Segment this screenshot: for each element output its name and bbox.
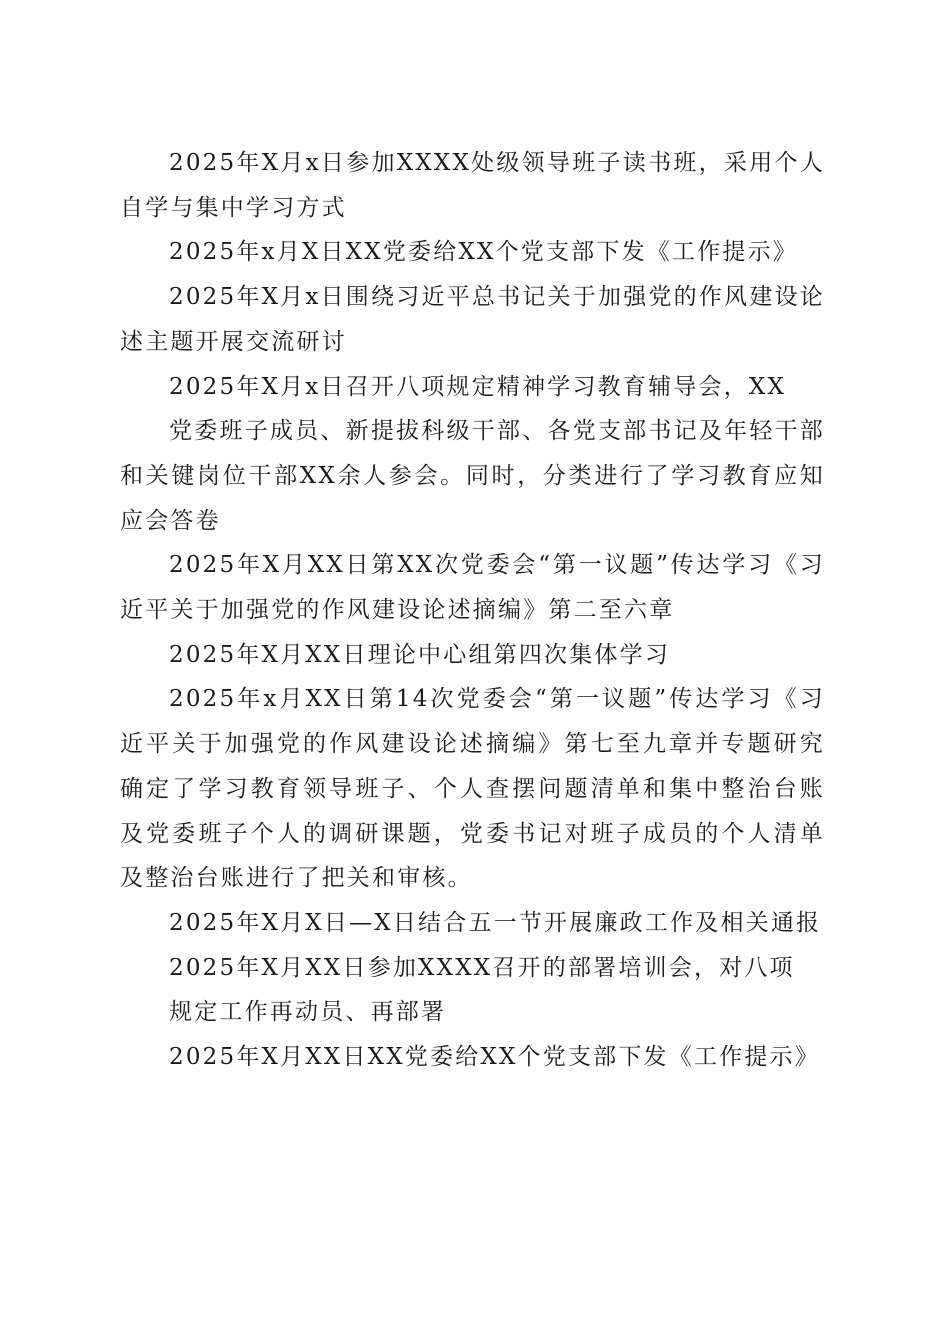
paragraph-4-line-2: 党委班子成员、新提拔科级干部、各党支部书记及年轻干部和关键岗位干部XX余人参会。同时，分类进行了学习教育应知应会答卷 xyxy=(120,418,825,534)
paragraph-7: 2025年x月XX日第14次党委会“第一议题”传达学习《习近平关于加强党的作风建设论述摘编》第七至九章并专题研究确定了学习教育领导班子、个人查摆问题清单和集中整治台账及党委班子个人的调研课题，党委书记对班子成员的个人清单及整治台账进行了把关和审核。 xyxy=(120,686,825,892)
paragraph-9-line-1: 2025年X月XX日参加XXXX召开的部署培训会，对八项 xyxy=(169,954,795,981)
paragraph-4-line-1: 2025年X月x日召开八项规定精神学习教育辅导会，XX xyxy=(169,373,787,400)
paragraph-10: 2025年X月XX日XX党委给XX个党支部下发《工作提示》 xyxy=(169,1044,820,1071)
paragraph-5: 2025年X月XX日第XX次党委会“第一议题”传达学习《习近平关于加强党的作风建设论述摘编》第二至六章 xyxy=(120,552,825,624)
paragraph-1: 2025年X月x日参加XXXX处级领导班子读书班，采用个人自学与集中学习方式 xyxy=(120,150,825,221)
paragraph-2: 2025年x月X日XX党委给XX个党支部下发《工作提示》 xyxy=(169,239,798,266)
paragraph-6: 2025年X月XX日理论中心组第四次集体学习 xyxy=(169,641,671,668)
paragraph-9-line-2: 规定工作再动员、再部署 xyxy=(169,999,447,1026)
paragraph-8: 2025年X月X日—X日结合五一节开展廉政工作及相关通报 xyxy=(169,909,822,936)
document-body xyxy=(120,141,825,1080)
paragraph-3: 2025年X月x日围绕习近平总书记关于加强党的作风建设论述主题开展交流研讨 xyxy=(120,284,825,355)
